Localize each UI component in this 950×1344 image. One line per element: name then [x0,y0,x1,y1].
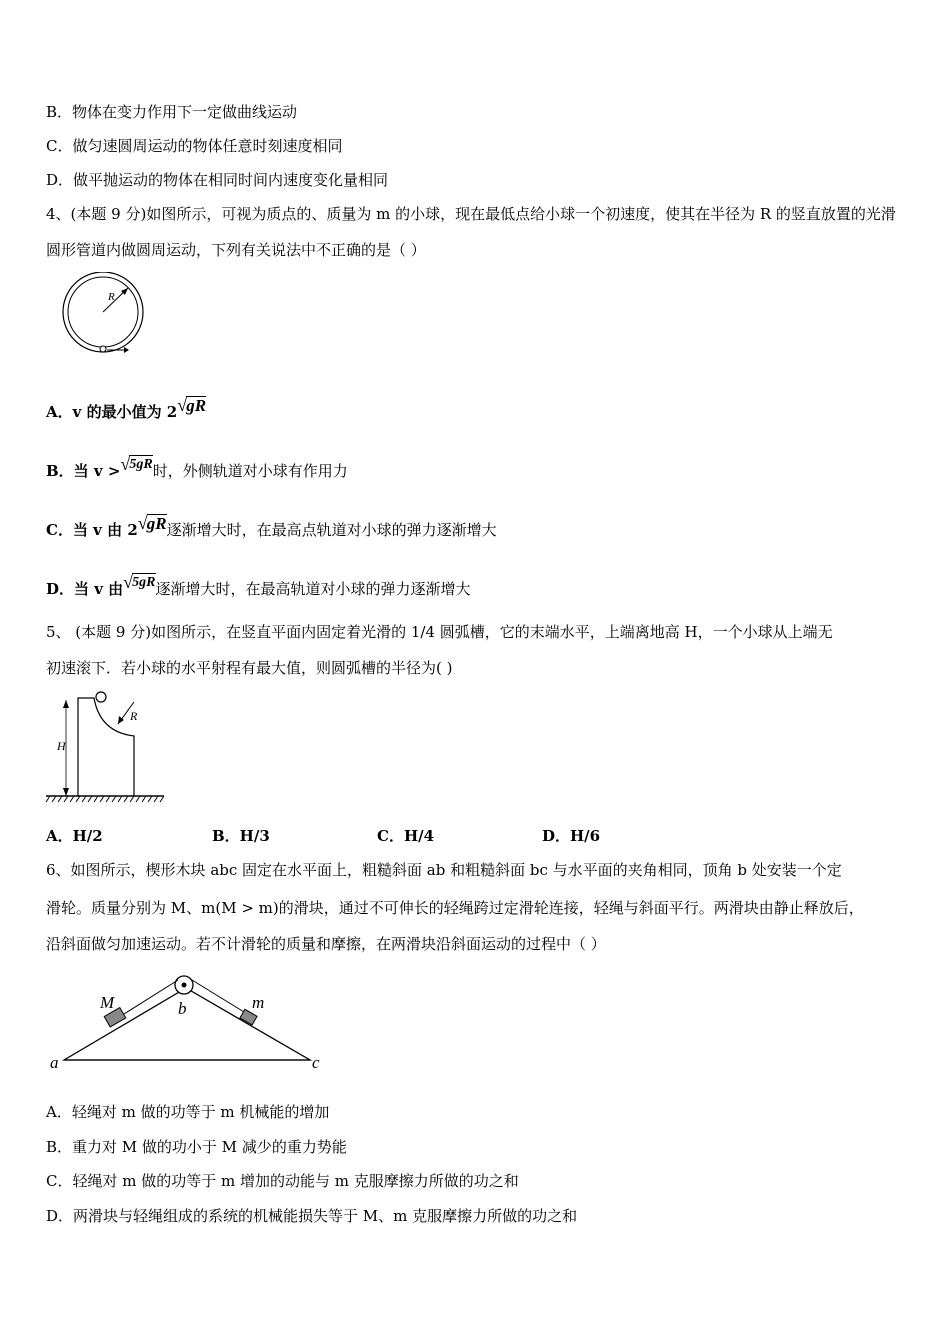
q5-option-a: A．H/2 [46,827,103,845]
q4-option-b-text: B．当 v > [46,462,121,480]
q6-option-a: A．轻绳对 m 做的功等于 m 机械能的增加 [46,1103,330,1121]
q5-stem-line1: 5、 (本题 9 分)如图所示，在竖直平面内固定着光滑的 1/4 圆弧槽，它的末端水平，上端离地高 H，一个小球从上端无 [46,623,833,641]
q5-option-b: B．H/3 [212,827,270,845]
q4-stem: 4、(本题 9 分)如图所示，可视为质点的、质量为 m 的小球，现在最低点给小球一个初速度，使其在半径为 R 的竖直放置的光滑圆形管道内做圆周运动，下列有关说法中不正确的是（ ） [46,205,896,259]
q4-option-a-radical: √ gR [177,395,207,415]
q6-wedge-pulley-figure [44,970,334,1074]
q6-label-a: a [50,1053,59,1072]
q6-stem-line2: 滑轮。质量分别为 M、m(M > m)的滑块，通过不可伸长的轻绳跨过定滑轮连接，轻绳与斜面平行。两滑块由静止释放后， [46,899,864,917]
q4-option-b: B．当 v > √ 5gR时，外侧轨道对小球有作用力 [46,454,348,480]
q4-option-c-radical: √ gR [137,513,167,533]
q4-option-c-text: C．当 v 由 2 [46,521,138,539]
q5-arc-groove-figure [44,688,168,804]
q4-option-a [46,396,206,422]
q5-option-c: C．H/4 [377,827,435,845]
q5-option-d: D．H/6 [542,827,601,845]
q5-stem-line2: 初速滚下．若小球的水平射程有最大值，则圆弧槽的半径为( ) [46,659,453,677]
q4-option-d-text: D．当 v 由 [46,580,124,598]
q4-option-b-radical: √ 5gR [120,454,153,474]
q6-label-m: m [252,993,265,1012]
q4-option-c: C．当 v 由 2 √ gR逐渐增大时，在最高点轨道对小球的弹力逐渐增大 [46,513,497,539]
q6-label-c: c [312,1053,320,1072]
q3-option-c: C．做匀速圆周运动的物体任意时刻速度相同 [46,137,343,155]
q6-stem-line3: 沿斜面做匀加速运动。若不计滑轮的质量和摩擦，在两滑块沿斜面运动的过程中（ ） [46,935,606,953]
q6-option-d: D．两滑块与轻绳组成的系统的机械能损失等于 M、m 克服摩擦力所做的功之和 [46,1207,578,1225]
q3-option-b: B．物体在变力作用下一定做曲线运动 [46,103,298,121]
q6-label-b: b [178,999,187,1018]
q5-figure-r-label: R [130,709,138,723]
q4-option-a-text: A．v 的最小值为 2 [46,403,178,421]
q4-figure-r-label: R [108,291,115,303]
q6-stem-line1: 6、如图所示，楔形木块 abc 固定在水平面上，粗糙斜面 ab 和粗糙斜面 bc 与水平面的夹角相同，顶角 b 处安装一个定 [46,861,842,879]
q6-label-M: M [100,993,115,1012]
q4-circular-track-figure [58,272,150,358]
q6-option-c: C．轻绳对 m 做的功等于 m 增加的动能与 m 克服摩擦力所做的功之和 [46,1172,519,1190]
q3-option-d: D．做平抛运动的物体在相同时间内速度变化量相同 [46,171,389,189]
q4-option-d-radical: √ 5gR [123,572,156,592]
q5-figure-h-label: H [57,739,66,753]
q6-option-b: B．重力对 M 做的功小于 M 减少的重力势能 [46,1138,347,1156]
q4-option-d: D．当 v 由 √ 5gR逐渐增大时，在最高轨道对小球的弹力逐渐增大 [46,572,471,598]
